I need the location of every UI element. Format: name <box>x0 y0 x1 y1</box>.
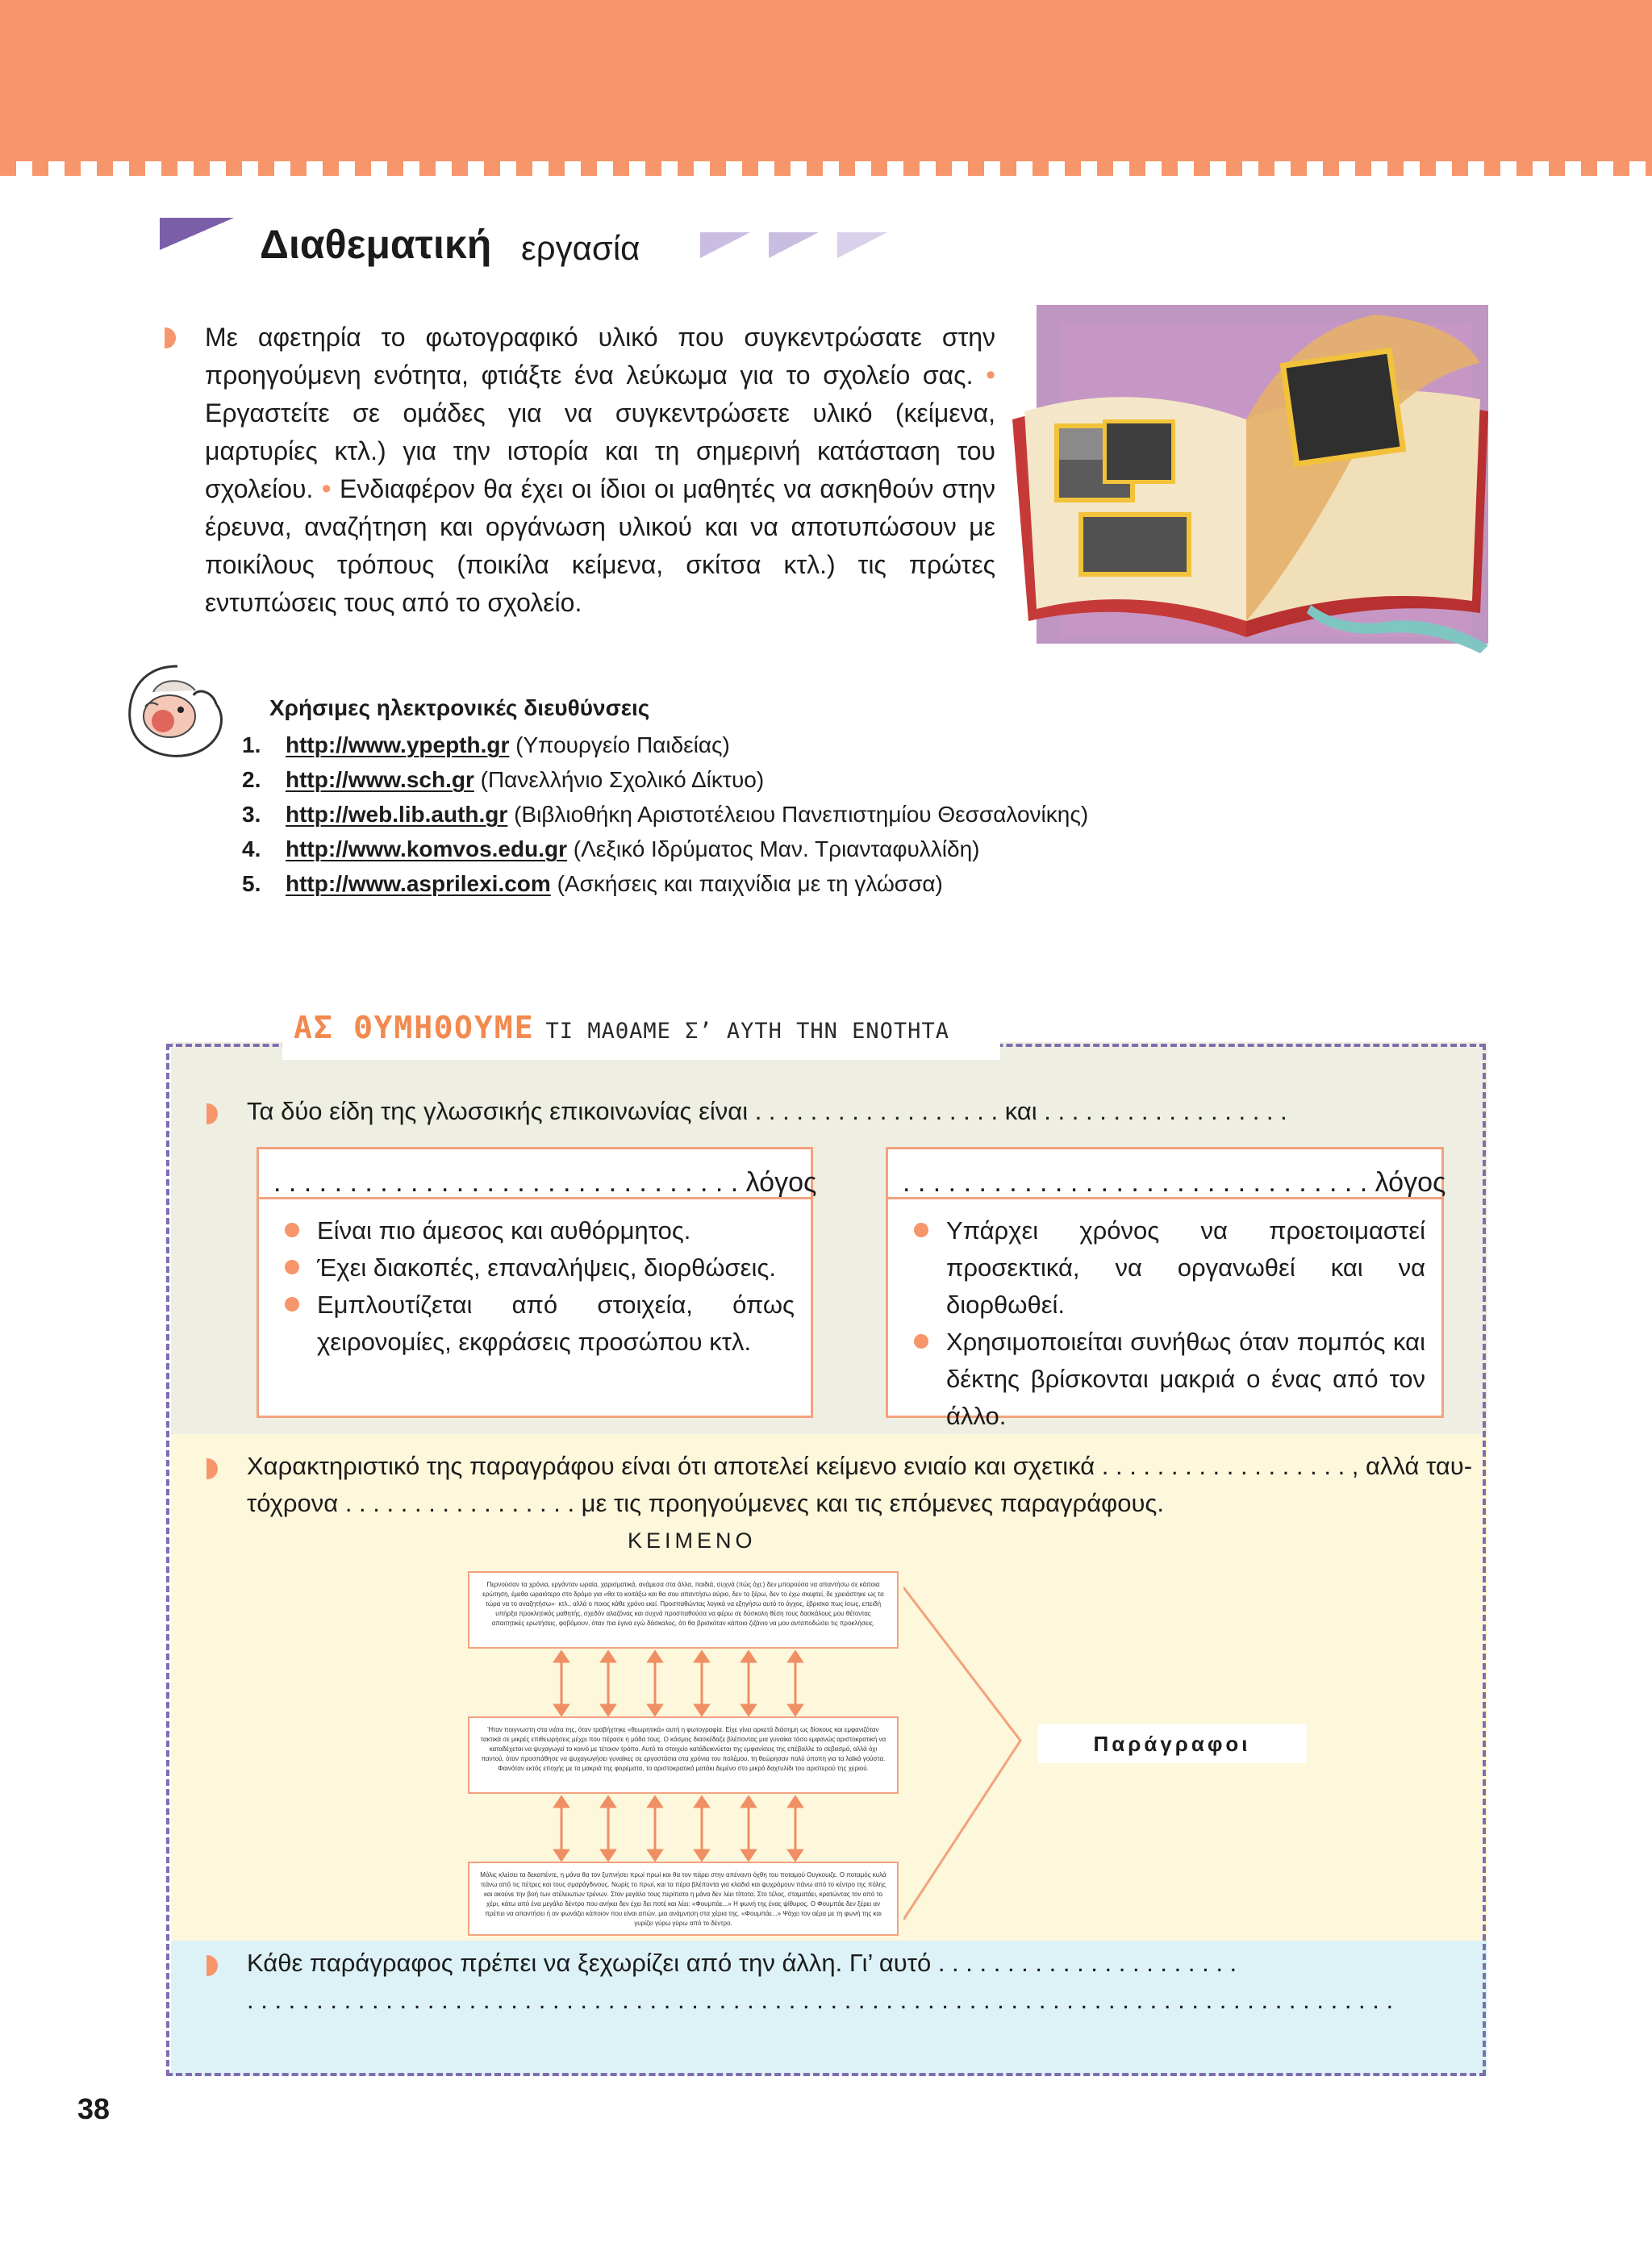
dot-icon: • <box>321 473 332 504</box>
text-diagram-label: ΚΕΙΜΕΝΟ <box>628 1528 757 1553</box>
review-title-main: ΑΣ ΘΥΜΗΘΟΥΜΕ <box>294 1010 535 1045</box>
intro-part-3: Ενδιαφέρον θα έχει οι ίδιοι οι μαθητές να ασκηθούν στην έρευνα, αναζήτηση και οργάνωση υλικού και να αποτυπώσουν με ποικίλους τρόπους (ποικίλα κείμενα, σκίτσα κτλ.) τις πρώτες εντυπώσεις τους από το σχολείο. <box>205 474 996 617</box>
top-band <box>0 0 1652 161</box>
link-description: (Υπουργείο Παιδείας) <box>515 732 730 757</box>
link-komvos[interactable]: http://www.komvos.edu.gr <box>286 836 567 861</box>
heading-deco-triangle-icon <box>837 232 887 258</box>
question-2-line-1: Χαρακτηριστικό της παραγράφου είναι ότι αποτελεί κείμενο ενιαίο και σχετικά . . . . . . . . . . . . . . . . . . , αλλά ταυ- <box>247 1452 1473 1480</box>
list-number: 3. <box>242 802 261 827</box>
link-lib-auth[interactable]: http://web.lib.auth.gr <box>286 802 508 827</box>
box-heading: . . . . . . . . . . . . . . . . . . . . . . . . . . . . . . . λόγος <box>888 1149 1441 1199</box>
link-description: (Λεξικό Ιδρύματος Μαν. Τριανταφυλλίδη) <box>573 836 980 861</box>
list-item: Υπάρχει χρόνος να προετοιμαστεί προσεκτικά, να οργανωθεί και να διορθωθεί. <box>946 1212 1425 1324</box>
written-speech-box <box>886 1147 1446 1430</box>
box-list <box>259 1212 811 1361</box>
bullet-icon <box>206 1955 218 1976</box>
paragraph-sample-1: Περνούσαν τα χρόνια, εργάνταν ωραία, χαρισματικά, ανάμεσα στα άλλα, παιδιά, συχνά (πώς όχι;) δεν μπορούσα να απαντήσω σε κάποια ερώτηση, έμεθα ωραιότερο στο δρόμο για «θα το κοιτάξω και θα σου απαντήσω αύριο, δεν το ξέρω, δεν το έχω σκεφτεί, δε χρειάστηκε ως τα τώρα να το αναζητήσω»· κτλ., αλλά ο ποιος κάθε χρόνο εκεί. Προσπαθώντας λογικά να εξηγήσω αυτό το άγχος, έβρισκα πως ίσως, επειδή υπήρξα προκλητικός μαθητής, σχεδόν αλαζόνας και συχνά προσπαθούσα να φέρω σε δύσκολη θέση τους δασκάλους μου θέτοντας απαιτητικές ερωτήσεις, φοβόμουν, όταν πια έγινα εγώ δάσκαλος, ότι θα βρισκόταν κάποιο ζιζάνιο να μου ανταποδώσει τις προκλήσεις. <box>468 1571 899 1649</box>
links-title: Χρήσιμες ηλεκτρονικές διευθύνσεις <box>269 695 650 720</box>
box-heading: . . . . . . . . . . . . . . . . . . . . . . . . . . . . . . . λόγος <box>259 1149 811 1199</box>
list-number: 1. <box>242 732 261 757</box>
heading-title: Διαθεματική <box>260 222 492 267</box>
photo-album-illustration <box>1004 298 1500 657</box>
brace-arrow-icon <box>903 1581 1037 1928</box>
top-band-edge <box>0 161 1652 176</box>
question-3-line-2: . . . . . . . . . . . . . . . . . . . . . . . . . . . . . . . . . . . . . . . . . . . . . . . . . . . . . . . . . . . . . . . . . . . . . . . . . . . . . . . . . . . <box>247 1986 1394 2014</box>
question-3-line-1: Κάθε παράγραφος πρέπει να ξεχωρίζει από την άλλη. Γι’ αυτό . . . . . . . . . . . . . . . . . . . . . . <box>247 1949 1237 1977</box>
intro-part-2: Εργαστείτε σε ομάδες για να συγκεντρώσετε υλικό (κείμενα, μαρτυρίες κτλ.) για την ιστορία και τη σημερινή κατάσταση του σχολείου. <box>205 398 995 503</box>
bullet-icon <box>165 327 176 348</box>
link-description: (Ασκήσεις και παιχνίδια με τη γλώσσα) <box>557 871 943 896</box>
list-item: Είναι πιο άμεσος και αυθόρμητος. <box>317 1212 795 1249</box>
list-item: Χρησιμοποιείται συνήθως όταν πομπός και δέκτης βρίσκονται μακριά ο ένας από τον άλλο. <box>946 1324 1425 1435</box>
page-number: 38 <box>77 2092 111 2125</box>
mascot-face-icon <box>121 660 234 766</box>
intro-part-1: Με αφετηρία το φωτογραφικό υλικό που συγκεντρώσατε στην προηγούμενη ενότητα, φτιάξτε ένα λεύκωμα για το σχολείο σας. <box>205 323 995 390</box>
paragraph-link-arrows <box>532 1795 823 1862</box>
list-number: 2. <box>242 767 261 792</box>
list-item <box>242 762 1088 797</box>
paragraphs-label: Παράγραφοι <box>1037 1724 1307 1763</box>
paragraph-sample-2: Ήταν ποιγνωστη στα νιάτα της, όταν τραβήχτηκε «θεωρητικά» αυτή η φωτογραφία. Είχε γίνει αρκετά διάσημη ως δίσκους και εμφανιζόταν τακτικά σε μικρές επιθεωρήσεις μέχρι που πέρασε η μόδα τους. Ο κόσμος διασκέδαζε βλέποντας μια γυναίκα τόσο εμφανώς αριστοκρατική να καταδέχεται να ψυχαγωγεί το κοινό με τέτοιον τρόπο. Αυτό το στοιχείο κατάδεικνύεται της εμφανίσεις της επέβαλλε το σεβασμό, αλλά όχι παντού, όταν προσπάθησε να ψυχαγωγήσει γυναίκες σε εργοστάσια στα χρόνια του πολέμου, τη θεώρησαν πολύ ύποπη για τα λαϊκά γούστα. Φαινόταν εκτός εποχής με τα μακριά της φορέματα, το αριστοκρατικό ματάκι δεμένο στο μικρό δαχτυλίδι του αριστερού της χεριού. <box>468 1716 899 1794</box>
list-item <box>242 728 1088 762</box>
question-1: Τα δύο είδη της γλωσσικής επικοινωνίας είναι . . . . . . . . . . . . . . . . . . και . . . . . . . . . . . . . . . . . . <box>247 1097 1287 1125</box>
spoken-speech-box <box>257 1147 817 1418</box>
link-description: (Πανελλήνιο Σχολικό Δίκτυο) <box>480 767 765 792</box>
list-item <box>242 832 1088 866</box>
link-description: (Βιβλιοθήκη Αριστοτέλειου Πανεπιστημίου Θεσσαλονίκης) <box>514 802 1089 827</box>
links-list <box>242 728 1088 901</box>
bullet-icon <box>206 1458 218 1479</box>
heading-triangle-icon <box>160 218 234 250</box>
heading-subtitle: εργασία <box>521 229 640 267</box>
section-heading <box>160 218 966 274</box>
heading-deco-triangle-icon <box>700 232 750 258</box>
link-sch[interactable]: http://www.sch.gr <box>286 767 474 792</box>
paragraph-sample-3: Μόλις κλείσει τα δεκαπέντε, η μάνα θα τον ξυπνήσει πρωί πρωί και θα τον πάρει στην απέναντι όχθη του ποταμού Ουγκουιζε. Ο ποταμός κυλά πάνω από τις πέτρες και τους σμαράγδινους. Νωρίς το πρωί, και τα πέρα βλέποντα για κλαδιά και ψυχρόμουν πάνω από το κέντρο της πόλης και ακούνε την βοή των ατέλειωτων τρένων. Στον μεγάλο τους περίπατο η μάνα δεν λέει τίποτα. Στο τέλος, σταματάει, κρατώντας τον από το χέρι, κάτω από ένα μεγάλο δέντρο που ανήκει δεν έχει δει ποτέ και λέει: «Φουμπάε...» Η φωνή της ένας ψίθυρος. Ο Φουμπάε δεν ξέρει αν πρέπει να απαντήσει ή αν φωνάζει κάποιον που είναι απών, μια ανάμνηση στα χέρια της. «Φουμπάε...» Ψάχει τον αέρα με τη φωνή της και γυρίζει γύρω γύρω από το δέντρο. <box>468 1862 899 1936</box>
dot-icon: • <box>986 360 996 390</box>
review-title-sub: ΤΙ ΜΑΘΑΜΕ Σ’ ΑΥΤΗ ΤΗΝ ΕΝΟΤΗΤΑ <box>545 1019 949 1044</box>
link-asprilexi[interactable]: http://www.asprilexi.com <box>286 871 551 896</box>
review-title <box>294 1010 949 1045</box>
heading-deco-triangle-icon <box>769 232 819 258</box>
intro-paragraph <box>205 319 995 622</box>
link-ypepth[interactable]: http://www.ypepth.gr <box>286 732 510 757</box>
list-item: Εμπλουτίζεται από στοιχεία, όπως χειρονομίες, εκφράσεις προσώπου κτλ. <box>317 1286 795 1361</box>
list-item <box>242 866 1088 901</box>
list-item <box>242 797 1088 832</box>
list-number: 5. <box>242 871 261 896</box>
paragraph-link-arrows <box>532 1650 823 1716</box>
bullet-icon <box>206 1103 218 1124</box>
list-item: Έχει διακοπές, επαναλήψεις, διορθώσεις. <box>317 1249 795 1286</box>
list-number: 4. <box>242 836 261 861</box>
box-list <box>888 1212 1441 1435</box>
question-2-line-2: τόχρονα . . . . . . . . . . . . . . . . . με τις προηγούμενες και τις επόμενες παραγράφους. <box>247 1489 1164 1517</box>
